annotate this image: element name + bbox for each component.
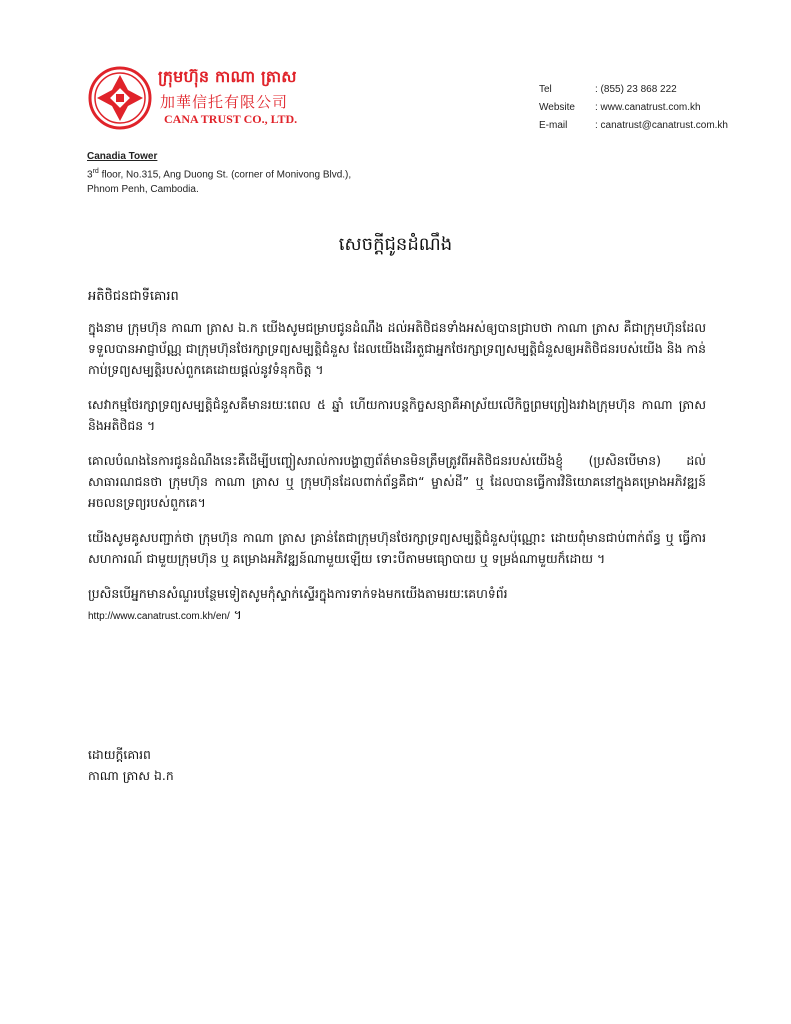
paragraph-4: យើងសូមគូសបញ្ជាក់ថា ក្រុមហ៊ុន កាណា ត្រាស គ្រាន់តែជាក្រុមហ៊ុនថែរក្សាទ្រព្យសម្បត្តិជំនួសប៉ុណ្ណោះ ដោយពុំមានជាប់ពាក់ព័ន្ធ ឬ ធ្វើការសហការណ៍ ជាមួយក្រុមហ៊ុន ឬ គម្រោងអភិវឌ្ឍន៍ណាមួយឡើយ ទោះបីតាមមធ្យោបាយ ឬ ទម្រង់ណាមួយក៏ដោយ ។ — [88, 530, 706, 566]
company-name-khmer: ក្រុមហ៊ុន កាណា ត្រាស — [158, 67, 297, 86]
email-label: E-mail — [539, 120, 568, 131]
contact-email-row — [539, 120, 728, 138]
paragraph-5-end: ។ — [229, 607, 242, 622]
office-address — [87, 149, 351, 197]
contact-info — [539, 84, 728, 138]
building-name: Canadia Tower — [87, 151, 158, 162]
website-label: Website — [539, 102, 575, 113]
paragraph-2: សេវាកម្មថែរក្សាទ្រព្យសម្បត្តិជំនួសគឺមានរយៈពេល ៥ ឆ្នាំ ហើយការបន្តកិច្ចសន្យាគឺអាស្រ័យលើកិច្ចព្រមព្រៀងរវាងក្រុមហ៊ុន កាណា ត្រាស និងអតិថិជន ។ — [88, 397, 706, 433]
notice-greeting: អតិថិជនជាទីគោរព — [88, 289, 179, 304]
email-value[interactable]: : canatrust@canatrust.com.kh — [595, 120, 728, 131]
address-line-2: Phnom Penh, Cambodia. — [87, 184, 199, 196]
company-name-english: CANA TRUST CO., LTD. — [164, 112, 298, 126]
website-value[interactable]: : www.canatrust.com.kh — [595, 102, 701, 113]
contact-tel-row — [539, 84, 728, 102]
contact-web-row — [539, 102, 728, 120]
website-link[interactable]: http://www.canatrust.com.kh/en/ — [88, 611, 230, 622]
paragraph-3: គោលបំណងនៃការជូនដំណឹងនេះគឺដើម្បីបញ្ចៀសរាល់ការបង្ហាញព័ត៌មានមិនត្រឹមត្រូវពីអតិថិជនរបស់យើងខ្ញុំ (ប្រសិនបើមាន) ដល់សាធារណជនថា ក្រុមហ៊ុន កាណា ត្រាស ឬ ក្រុមហ៊ុនដែលពាក់ព័ន្ធគឺជា“ ម្ចាស់ដី” ឬ ដែលបានធ្វើការវិនិយោគនៅក្នុងគម្រោងអភិវឌ្ឍន៍អចលនទ្រព្យរបស់ពួកគេ។ — [88, 453, 706, 510]
notice-title: សេចក្តីជូនដំណឹង — [338, 234, 453, 255]
closing-signature: កាណា ត្រាស ឯ.ក — [88, 768, 174, 783]
paragraph-5 — [88, 583, 706, 627]
closing-block — [88, 744, 174, 786]
tel-value: : (855) 23 868 222 — [595, 84, 677, 95]
notice-body — [88, 317, 706, 641]
company-name-chinese: 加華信托有限公司 — [160, 93, 289, 111]
paragraph-5-text: ប្រសិនបើអ្នកមានសំណួរបន្ថែមទៀតសូមកុំស្ទាក់ស្ទើរក្នុងការទាក់ទងមកយើងតាមរយៈគេហទំព័រ — [88, 586, 508, 601]
cana-trust-logo-icon — [88, 66, 152, 130]
address-line-1-rest: floor, No.315, Ang Duong St. (corner of Monivong Blvd.), — [98, 169, 352, 181]
floor-suffix: rd — [92, 168, 99, 175]
company-logo — [88, 63, 310, 135]
floor-number: 3 — [87, 169, 93, 181]
tel-label: Tel — [539, 84, 552, 95]
closing-regards: ដោយក្តីគោរព — [88, 747, 151, 762]
paragraph-1: ក្នុងនាម ក្រុមហ៊ុន កាណា ត្រាស ឯ.ក យើងសូមជម្រាបជូនដំណឹង ដល់អតិថិជនទាំងអស់ឲ្យបានជ្រាបថា កាណា ត្រាស គឺជាក្រុមហ៊ុនដែលទទួលបានអាជ្ញាប័ណ្ណ ជាក្រុមហ៊ុនថែរក្សាទ្រព្យសម្បត្តិជំនួស ដែលយើងដើរតួជាអ្នកថែរក្សាទ្រព្យសម្បត្តិជំនួសឲ្យអតិថិជនរបស់យើង និង កាន់កាប់ទ្រព្យសម្បត្តិរបស់ពួកគេដោយផ្តល់នូវទំនុកចិត្ត ។ — [88, 320, 706, 377]
address-line-1 — [87, 164, 351, 182]
